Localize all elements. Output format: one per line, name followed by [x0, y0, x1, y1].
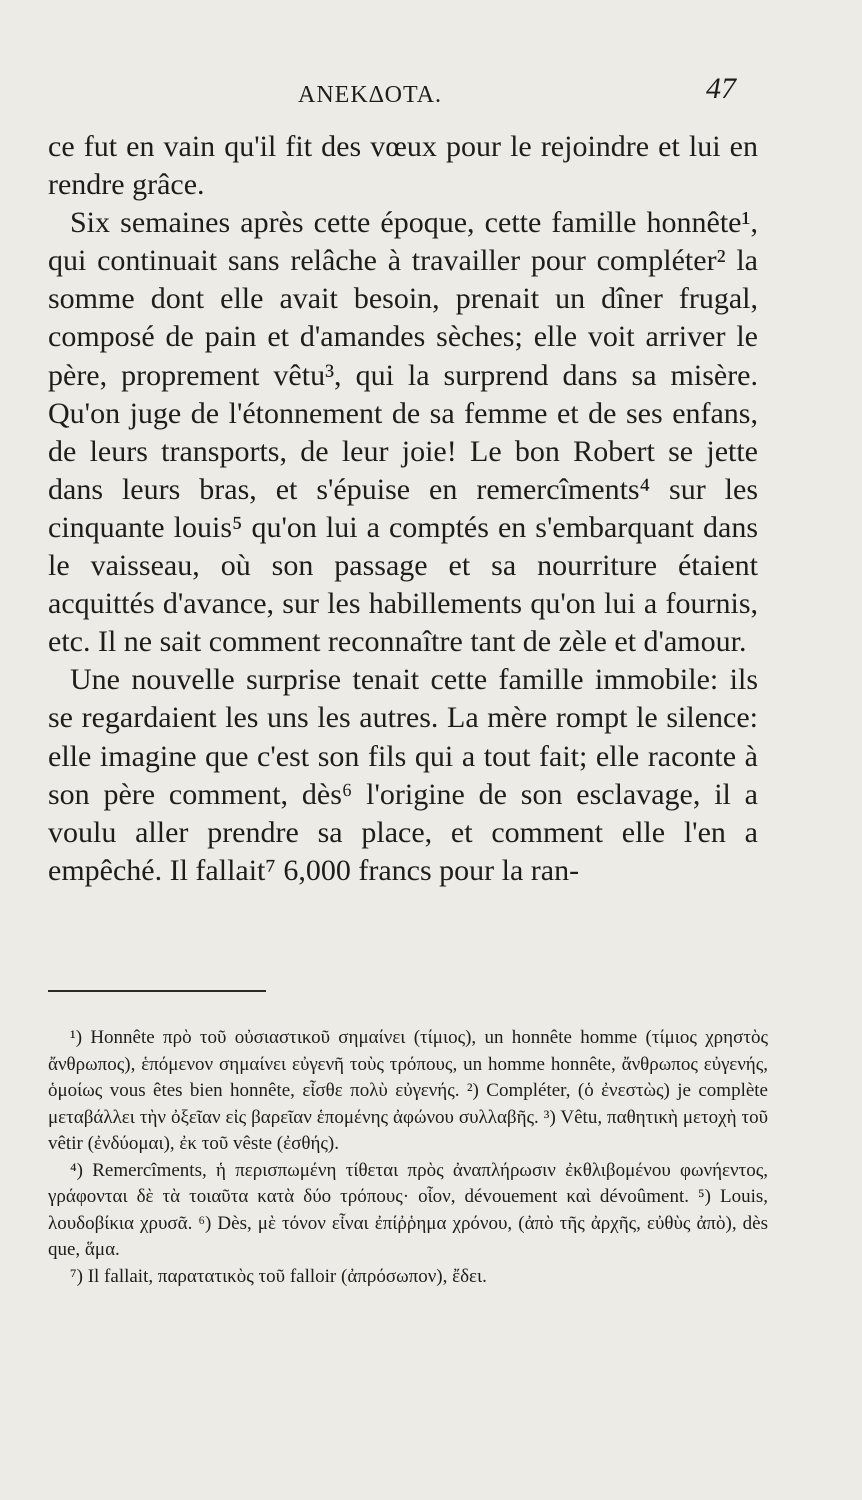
running-title: ΑΝΕΚΔΟΤΑ. — [298, 82, 443, 108]
page-number: 47 — [706, 72, 736, 105]
footnote-1-3: ¹) Honnête πρὸ τοῦ οὐσιαστικοῦ σημαίνει (τίμιος), un honnête homme (τίμιος χρηστὸς ἄνθρωπος), ἑπόμενον σημαίνει εὐγενῆ τοὺς τρόπους, un homme honnête, ἄνθρωπος εὐγενής, ὁμοίως vous êtes bien honnête, εἶσθε πολὺ εὐγενής. ²) Compléter, (ὁ ἐνεστὼς) je complète μεταβάλλει τὴν ὀξεῖαν εἰς βαρεῖαν ἑπομένης ἀφώνου συλλαβῆς. ³) Vêtu, παθητικὴ μετοχὴ τοῦ vêtir (ἐνδύομαι), ἐκ τοῦ vêste (ἐσθής). — [48, 1027, 768, 1154]
paragraph-1: ce fut en vain qu'il fit des vœux pour le rejoindre et lui en rendre grâce. — [48, 130, 758, 202]
footnote-4-6: ⁴) Remercîments, ἡ περισπωμένη τίθεται πρὸς ἀναπλήρωσιν ἐκθλιβομένου φωνήεντος, γράφονται δὲ τὰ τοιαῦτα κατὰ δύο τρόπους· οἷον, dévouement καὶ dévoûment. ⁵) Louis, λουδοβίκια χρυσᾶ. ⁶) Dès, μὲ τόνον εἶναι ἐπίῤῥημα χρόνου, (ἀπὸ τῆς ἀρχῆς, εὐθὺς ἀπὸ), dès que, ἅμα. — [48, 1159, 768, 1260]
paragraph-2: Six semaines après cette époque, cette famille honnête¹, qui continuait sans relâche à travailler pour compléter² la somme dont elle avait besoin, prenait un dîner frugal, composé de pain et d'amandes sèches; elle voit arriver le père, proprement vêtu³, qui la surprend dans sa misère. Qu'on juge de l'étonnement de sa femme et de ses enfans, de leurs transports, de leur joie! Le bon Robert se jette dans leurs bras, et s'épuise en remercîments⁴ sur les cinquante louis⁵ qu'on lui a comptés en s'embarquant dans le vaisseau, où son passage et sa nourriture étaient acquittés d'avance, sur les habillements qu'on lui a fournis, etc. Il ne sait comment reconnaître tant de zèle et d'amour. — [48, 206, 758, 659]
footnote-divider — [48, 990, 266, 992]
page-header — [48, 72, 736, 112]
main-text — [48, 128, 758, 890]
footnotes — [48, 1025, 768, 1290]
footnote-7: ⁷) Il fallait, παρατατικὸς τοῦ falloir (ἀπρόσωπον), ἔδει. — [70, 1265, 487, 1287]
paragraph-3: Une nouvelle surprise tenait cette famille immobile: ils se regardaient les uns les autres. La mère rompt le silence: elle imagine que c'est son fils qui a tout fait; elle raconte à son père comment, dès⁶ l'origine de son esclavage, il a voulu aller prendre sa place, et comment elle l'en a empêché. Il fallait⁷ 6,000 francs pour la ran- — [48, 663, 758, 887]
